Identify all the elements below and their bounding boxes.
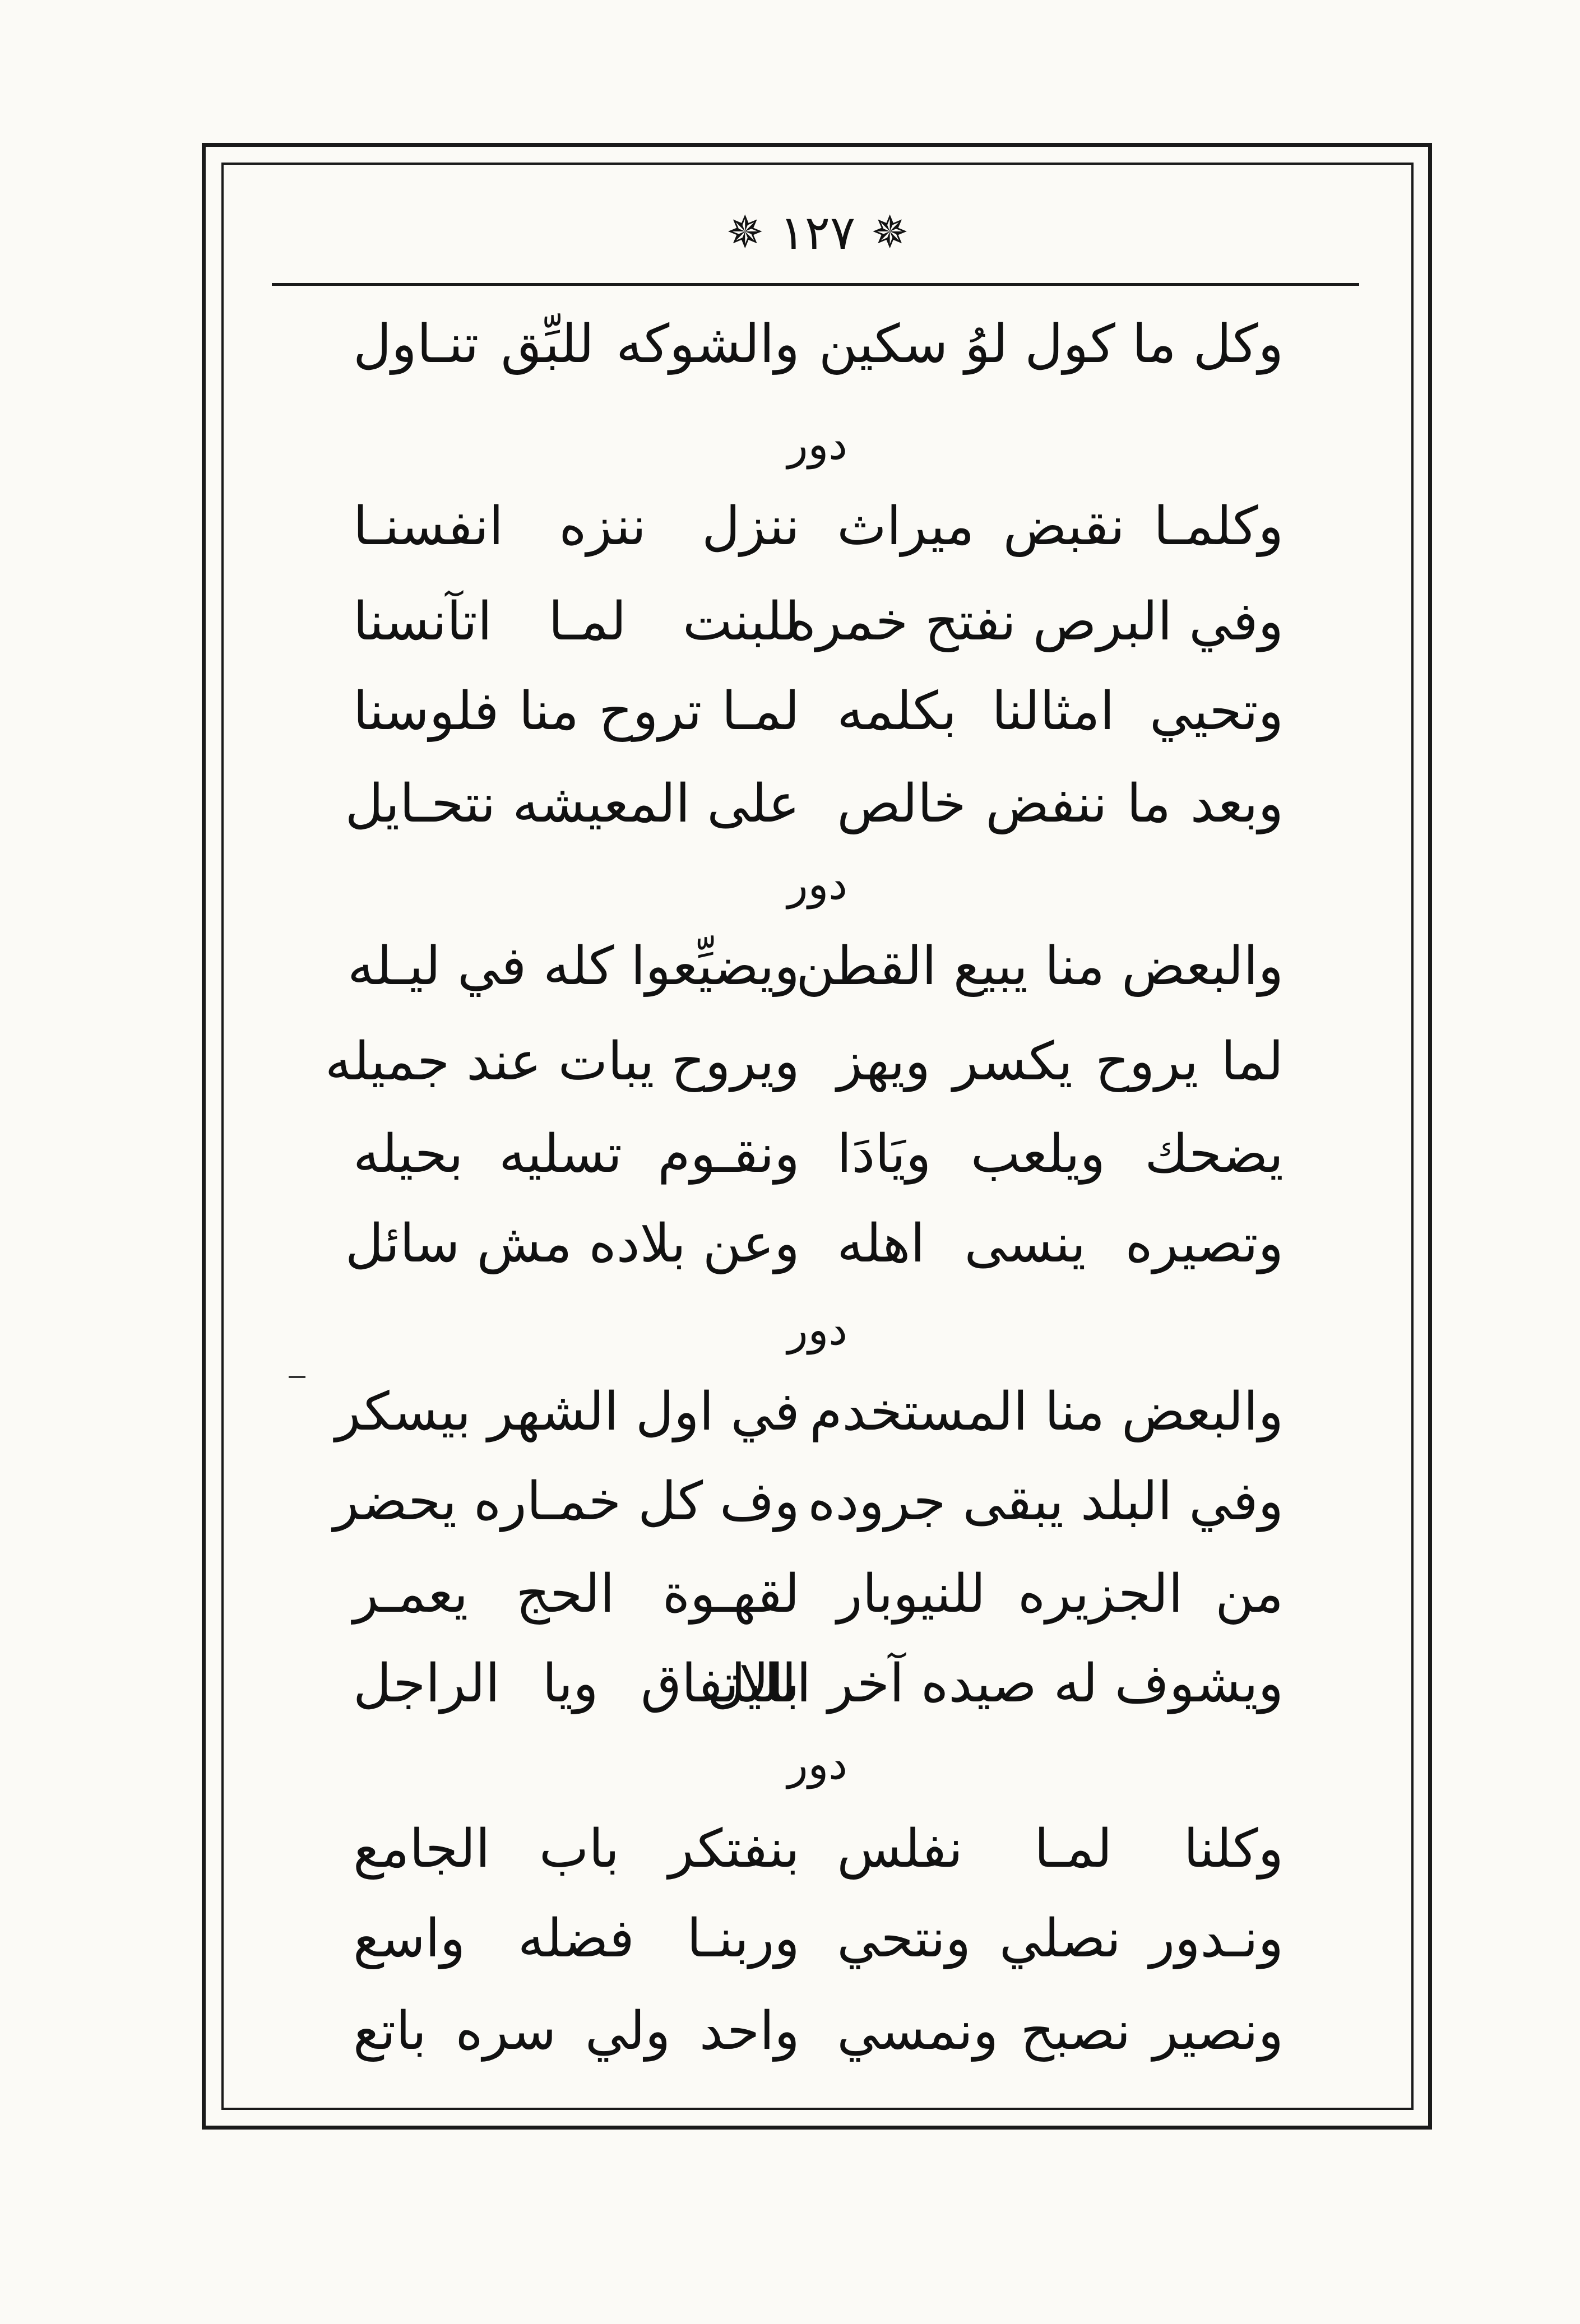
verse-left-hemistich: للبنت لمـا اتآنسنا	[353, 591, 800, 652]
verse-right-hemistich: وبعد ما ننفض خالص	[837, 773, 1284, 834]
stray-ink-mark	[289, 1376, 305, 1378]
verse-line-5	[345, 762, 1284, 846]
verse-line-11	[333, 1460, 1284, 1544]
verse-right-hemistich: ونـدور نصلي ونتحي	[837, 1908, 1284, 1969]
verse-right-hemistich: وفي البرص نفتح خمره	[788, 591, 1284, 652]
verse-line-14	[353, 1807, 1284, 1891]
verse-right-hemistich: وكلنا لمـا نفلس	[837, 1819, 1284, 1880]
verse-left-hemistich: بالاتفاق ويا الراجل	[353, 1653, 800, 1714]
dawr-heading-4: دور	[787, 1739, 848, 1789]
verse-line-4	[353, 670, 1284, 754]
verse-line-6	[347, 925, 1284, 1009]
verse-line-12	[353, 1552, 1284, 1636]
verse-left-hemistich: وربنـا فضله واسع	[353, 1908, 800, 1969]
verse-line-8	[353, 1112, 1284, 1196]
verse-left-hemistich: في اول الشهر بيسكر	[335, 1381, 800, 1442]
verse-line-15	[353, 1897, 1284, 1981]
verse-left-hemistich: ننزل ننزه انفسنـا	[353, 496, 800, 557]
verse-left-hemistich: بنفتكر باب الجامع	[353, 1819, 800, 1880]
ornament-left-icon: ✵	[726, 206, 764, 258]
page-number: ١٢٧	[779, 205, 856, 260]
verse-left-hemistich: ويروح يبات عند جميله	[325, 1031, 800, 1092]
verse-line-10	[335, 1370, 1284, 1454]
verse-right-hemistich: وكلمـا نقبض ميراث	[837, 496, 1284, 557]
verse-right-hemistich: والبعض منا يبيع القطن	[796, 936, 1284, 997]
verse-left-hemistich: وف كل خمـاره يحضر	[333, 1471, 800, 1532]
dawr-heading-3: دور	[787, 1305, 848, 1354]
verse-line-1	[353, 303, 1284, 387]
verse-right-hemistich: وفي البلد يبقى جروده	[808, 1471, 1284, 1532]
verse-line-16	[353, 1989, 1284, 2073]
verse-line-9	[345, 1202, 1284, 1286]
verse-line-2	[353, 485, 1284, 569]
verse-left-hemistich: والشوكه للبِّق تنـاول	[353, 314, 800, 375]
verse-right-hemistich: ويشوف له صيده آخر الليل	[707, 1653, 1284, 1714]
verse-right-hemistich: وكل ما كول لوُ سكين	[818, 314, 1284, 375]
ornament-right-icon: ✵	[871, 206, 909, 258]
dawr-heading-1: دور	[787, 419, 848, 469]
verse-right-hemistich: ونصير نصبح ونمسي	[837, 2001, 1284, 2062]
verse-right-hemistich: من الجزيره للنيوبار	[837, 1564, 1284, 1625]
verse-left-hemistich: لمـا تروح منا فلوسنا	[353, 681, 800, 742]
verse-right-hemistich: لما يروح يكسر ويهز	[837, 1031, 1284, 1092]
verse-line-13	[353, 1642, 1284, 1726]
verse-left-hemistich: لقهـوة الحج يعمـر	[353, 1564, 800, 1625]
verse-right-hemistich: وتصيره ينسى اهله	[837, 1213, 1284, 1274]
verse-right-hemistich: يضحك ويلعب ويَادَا	[837, 1124, 1284, 1185]
verse-left-hemistich: ويضيِّعوا كله في ليـله	[347, 936, 800, 997]
verse-line-3	[353, 580, 1284, 664]
verse-left-hemistich: على المعيشه نتحـايل	[345, 773, 800, 834]
verse-left-hemistich: واحد ولي سره باتع	[353, 2001, 800, 2062]
verse-left-hemistich: وعن بلاده مش سائل	[345, 1213, 800, 1274]
dawr-heading-2: دور	[787, 859, 848, 909]
page-header	[221, 196, 1414, 269]
verse-line-7	[325, 1020, 1284, 1104]
verse-left-hemistich: ونقـوم تسليه بحيله	[353, 1124, 800, 1185]
verse-right-hemistich: والبعض منا المستخدم	[809, 1381, 1284, 1442]
verse-right-hemistich: وتحيي امثالنا بكلمه	[837, 681, 1284, 742]
header-rule	[272, 283, 1359, 286]
